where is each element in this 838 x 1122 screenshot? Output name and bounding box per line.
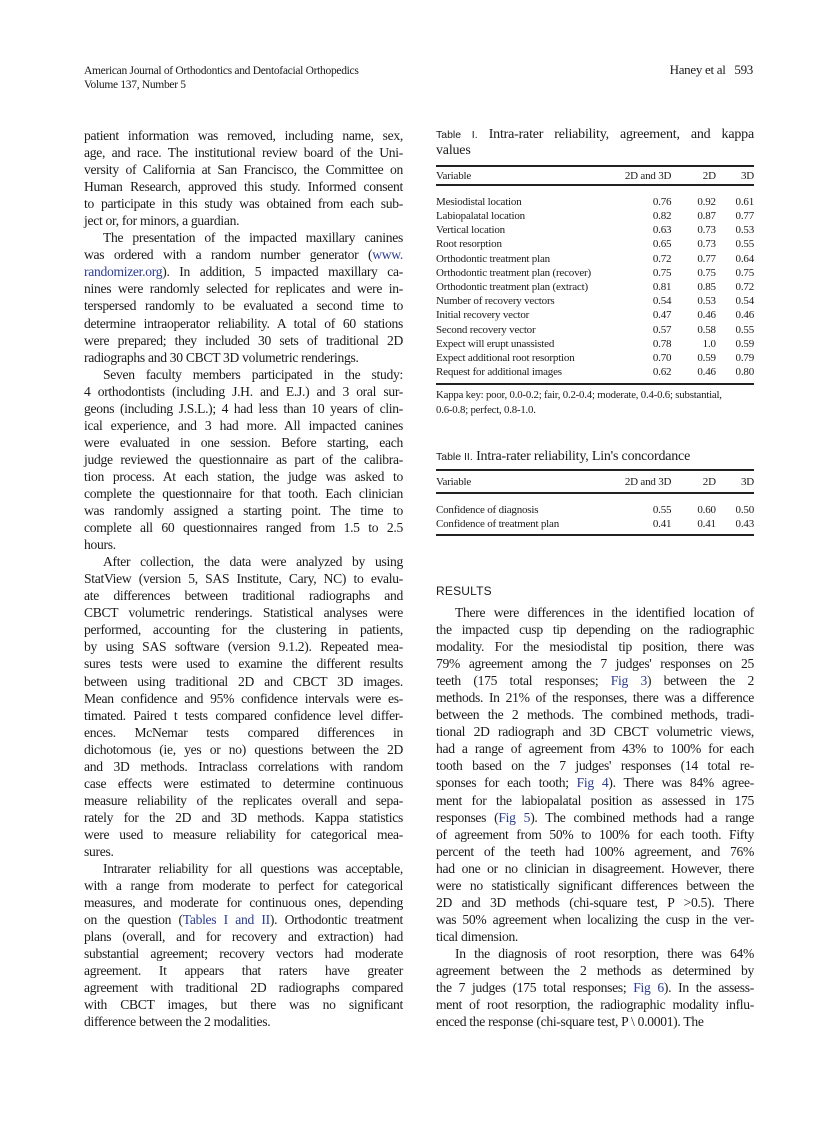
table-cell-value: 0.77 xyxy=(735,210,754,223)
column-header: 2D and 3D xyxy=(614,167,671,185)
table-header-row xyxy=(436,471,754,493)
text-line: agreement. It appears that raters have greater xyxy=(84,963,403,979)
column-header: 2D xyxy=(671,471,716,493)
text-line xyxy=(436,774,754,791)
table-cell-variable: Request for additional images xyxy=(436,366,562,379)
reference-link[interactable]: Fig 6 xyxy=(633,980,664,996)
text-line: with CBCT images, but there was no significant xyxy=(84,997,403,1013)
column-header: 3D xyxy=(716,167,754,185)
text-line: between the 2 methods. The combined methods, tradi- xyxy=(436,707,754,723)
table-row xyxy=(436,517,754,531)
text-line: The presentation of the impacted maxillary canines xyxy=(103,230,403,246)
text-segment: the 7 judges (175 total responses; xyxy=(436,980,634,996)
table-cell-value: 0.46 xyxy=(697,309,716,322)
text-line: the impacted cusp tip depending on the radiographic xyxy=(436,622,754,638)
table-row xyxy=(436,209,754,223)
text-line: difference between the 2 modalities. xyxy=(84,1014,271,1030)
table-row xyxy=(436,185,754,209)
table1-bottom-rule xyxy=(436,383,754,385)
table-cell-value: 0.46 xyxy=(697,366,716,379)
text-line: versity of California at San Francisco, the Committee on xyxy=(84,162,403,178)
text-line: ment of root resorption, the radiographic modality influ- xyxy=(436,997,754,1013)
text-line: ject or, for minors, a guardian. xyxy=(84,213,240,229)
paragraph xyxy=(84,860,403,1030)
running-header xyxy=(84,64,359,92)
paragraph xyxy=(436,604,754,945)
table1 xyxy=(436,167,754,379)
left-column-text xyxy=(84,127,403,1030)
table-header-row xyxy=(436,167,754,185)
table1-caption xyxy=(436,127,754,159)
text-line: rately for the 2D and 3D methods. Kappa statistics xyxy=(84,809,403,825)
text-line: After collection, the data were analyzed by using xyxy=(103,554,403,570)
table-cell-variable: Number of recovery vectors xyxy=(436,295,555,308)
table-cell-variable: Root resorption xyxy=(436,238,502,251)
text-line: performed, accounting for the clustering in patients, xyxy=(84,622,403,638)
table-cell-value: 0.55 xyxy=(735,238,754,251)
table-cell-value: 0.73 xyxy=(697,238,716,251)
table2-bottom-rule xyxy=(436,534,754,536)
table-cell-value: 0.78 xyxy=(652,337,672,350)
table1-title: Intra-rater reliability, agreement, and kappa xyxy=(488,127,754,142)
table-cell-value: 0.47 xyxy=(652,309,672,322)
table-cell-value: 0.76 xyxy=(652,196,672,208)
table-cell-value: 0.53 xyxy=(697,295,716,308)
text-line: In the diagnosis of root resorption, there was 64% xyxy=(455,945,754,961)
text-line: enced the response (chi-square test, P \ 0.0001). The xyxy=(436,1014,704,1030)
text-line: tooth based on the 7 judges' responses (14 total re- xyxy=(436,758,754,774)
text-line: between using traditional 2D and CBCT 3D images. xyxy=(84,673,403,689)
text-line: tion process. At each station, the judge was asked to xyxy=(84,468,403,484)
text-line: nines were randomly selected for replicates and were in- xyxy=(84,281,403,297)
table-cell-variable: Orthodontic treatment plan xyxy=(436,252,550,265)
table-cell-variable: Mesiodistal location xyxy=(436,196,522,208)
text-line: patient information was removed, including name, sex, xyxy=(84,128,403,143)
table-cell-value: 0.58 xyxy=(697,323,716,336)
text-segment: ). The combined methods had a range xyxy=(530,809,754,825)
table-cell-variable: Labiopalatal location xyxy=(436,210,525,223)
text-line: were no statistically significant differences between the xyxy=(436,877,754,893)
text-line: and 3D methods. Intraclass correlations with random xyxy=(84,758,403,774)
table-cell-value: 0.55 xyxy=(735,323,754,336)
table-row xyxy=(436,308,754,322)
text-line xyxy=(84,246,403,263)
table-cell-value: 0.57 xyxy=(652,323,672,336)
text-line: complete the questionnaire for that tooth. Each clinician xyxy=(84,485,403,501)
table-cell-variable: Expect will erupt unassisted xyxy=(436,337,555,350)
text-line: were prepared; they included 30 sets of traditional 2D xyxy=(84,332,403,348)
table-cell-value: 0.55 xyxy=(652,504,672,516)
table-cell-value: 0.72 xyxy=(652,252,672,265)
table-row xyxy=(436,323,754,337)
text-line: with a range from moderate to perfect for categorical xyxy=(84,878,403,894)
table1-key xyxy=(436,388,754,418)
text-line: There were differences in the identified location of xyxy=(455,605,754,620)
text-line: plans (overall, and for recovery and extraction) had xyxy=(84,929,403,945)
table-cell-value: 0.50 xyxy=(735,504,754,516)
table-cell-value: 0.41 xyxy=(697,518,716,531)
table-row xyxy=(436,237,754,251)
table-cell-variable: Confidence of treatment plan xyxy=(436,518,559,531)
table-cell-value: 0.80 xyxy=(735,366,754,379)
table-row xyxy=(436,493,754,517)
table-cell-value: 0.46 xyxy=(735,309,754,322)
table-cell-value: 0.77 xyxy=(697,252,716,265)
table2-caption xyxy=(436,449,754,465)
table-cell-variable: Second recovery vector xyxy=(436,323,536,336)
text-line: to participate in this study was obtained from each sub- xyxy=(84,196,403,212)
paragraph xyxy=(436,945,754,1030)
table-cell-value: 0.81 xyxy=(652,281,672,294)
table-cell-value: 0.75 xyxy=(735,266,754,279)
text-line: radiographs and 30 CBCT 3D volumetric renderings. xyxy=(84,349,359,365)
table-cell-value: 0.72 xyxy=(735,281,754,294)
text-line: was randomly assigned a starting point. The time to xyxy=(84,503,403,519)
text-line: had a range of agreement from 43% to 100% for each xyxy=(436,741,754,757)
table-cell-value: 0.54 xyxy=(735,295,754,308)
table-cell-variable: Orthodontic treatment plan (recover) xyxy=(436,266,591,279)
text-segment: ). There was 84% agree- xyxy=(608,775,754,791)
text-line: terspersed randomly to be evaluated a second time to xyxy=(84,298,403,314)
table1-title-cont: values xyxy=(436,143,471,158)
table-row xyxy=(436,365,754,379)
table-cell-value: 0.59 xyxy=(735,337,754,350)
text-segment: ) between the 2 xyxy=(646,673,754,689)
text-line: case effects were estimated to determine continuous xyxy=(84,775,403,791)
text-line: were used to measure reliability for categorical mea- xyxy=(84,826,403,842)
table-cell-value: 0.43 xyxy=(735,518,754,531)
text-line: ical experience, and 3 had more. All impacted canines xyxy=(84,417,403,433)
table-cell-variable: Expect additional root resorption xyxy=(436,351,575,364)
authors: Haney et al xyxy=(669,62,726,77)
table-cell-value: 0.75 xyxy=(697,266,716,279)
text-line: 2D and 3D methods (chi-square test, P >0.5). There xyxy=(436,894,754,910)
text-line: tional 2D radiograph and 3D CBCT volumetric views, xyxy=(436,724,754,740)
text-line: tical dimension. xyxy=(436,928,519,944)
text-line: percent of the teeth had 100% agreement, and 76% xyxy=(436,843,754,859)
page-number: 593 xyxy=(734,62,753,77)
text-line xyxy=(436,809,754,826)
table-cell-value: 0.53 xyxy=(735,224,754,237)
table-cell-value: 0.75 xyxy=(652,266,672,279)
results-heading: RESULTS xyxy=(436,584,492,598)
text-segment: ). Orthodontic treatment xyxy=(269,912,403,928)
text-segment: ). In addition, 5 impacted maxillary ca- xyxy=(162,264,403,280)
table-row xyxy=(436,337,754,351)
column-header: 2D and 3D xyxy=(614,471,671,493)
table-cell-value: 0.82 xyxy=(652,210,672,223)
reference-link[interactable]: Fig 4 xyxy=(576,775,609,791)
text-line: were evaluated in one session. Before starting, each xyxy=(84,434,403,450)
journal-volume: Volume 137, Number 5 xyxy=(84,79,186,91)
kappa-key-line2: 0.6-0.8; perfect, 0.8-1.0. xyxy=(436,404,536,416)
text-line: StatView (version 5, SAS Institute, Cary, NC) to evalu- xyxy=(84,571,403,587)
text-segment: was ordered with a random number generator ( xyxy=(84,247,373,263)
text-line: measure reliability of the replicates overall and sepa- xyxy=(84,792,403,808)
column-header: 2D xyxy=(671,167,716,185)
column-header: Variable xyxy=(436,167,614,185)
table-row xyxy=(436,294,754,308)
paragraph xyxy=(84,229,403,365)
column-header: Variable xyxy=(436,471,614,493)
reference-link[interactable]: Fig 5 xyxy=(498,809,531,825)
table2-title: Intra-rater reliability, Lin's concordance xyxy=(476,449,691,464)
text-line: had one or no clinician in disagreement. However, there xyxy=(436,860,754,876)
text-line: Seven faculty members participated in the study: xyxy=(103,366,403,382)
text-line: agreement between the 2 methods as determined by xyxy=(436,962,754,978)
table-cell-value: 0.63 xyxy=(652,224,672,237)
text-line: age, and race. The institutional review board of the Uni- xyxy=(84,145,403,161)
table-row xyxy=(436,266,754,280)
text-line: judge reviewed the questionnaire as part of the calibra- xyxy=(84,451,403,467)
text-line: modality. For the mesiodistal tip position, there was xyxy=(436,639,754,655)
table-cell-value: 0.54 xyxy=(652,295,672,308)
text-line: timated. Paired t tests compared confidence level differ- xyxy=(84,707,403,723)
text-segment: teeth (175 total responses; xyxy=(436,673,611,689)
text-line: hours. xyxy=(84,537,116,553)
table-row xyxy=(436,252,754,266)
text-line: Mean confidence and 95% confidence intervals were es- xyxy=(84,690,403,706)
reference-link[interactable]: Tables I and II xyxy=(182,912,270,928)
table-cell-value: 0.92 xyxy=(697,196,716,208)
page-header-right xyxy=(670,63,753,77)
text-segment: on the question ( xyxy=(84,912,183,928)
text-line: determine intraoperator reliability. A total of 60 stations xyxy=(84,315,403,331)
reference-link[interactable]: Fig 3 xyxy=(610,673,647,689)
table-cell-variable: Initial recovery vector xyxy=(436,309,530,322)
table-cell-value: 0.85 xyxy=(697,281,716,294)
text-segment: ). In the assess- xyxy=(663,980,754,996)
text-line: ences. McNemar tests compared differences in xyxy=(84,724,403,740)
table-row xyxy=(436,223,754,237)
table-cell-value: 0.79 xyxy=(735,351,754,364)
paragraph xyxy=(84,553,403,860)
table-cell-value: 0.64 xyxy=(735,252,754,265)
text-line: ate differences between traditional radiographs and xyxy=(84,588,403,604)
table-cell-value: 0.59 xyxy=(697,351,716,364)
table-cell-value: 0.41 xyxy=(652,518,672,531)
table-cell-value: 0.65 xyxy=(652,238,672,251)
table-row xyxy=(436,280,754,294)
text-line: complete all 60 questionnaires ranged from 1.5 to 2.5 xyxy=(84,520,403,536)
table-cell-variable: Orthodontic treatment plan (extract) xyxy=(436,281,588,294)
table-cell-value: 0.62 xyxy=(652,366,672,379)
reference-link[interactable]: randomizer.org xyxy=(84,264,163,280)
results-text xyxy=(436,604,754,1030)
table1-label: Table I. xyxy=(436,129,478,141)
text-line: geons (including J.S.L.); 4 had less than 10 years of clin- xyxy=(84,400,403,416)
text-line: ment for the labiopalatal position as assessed in 175 xyxy=(436,792,754,808)
reference-link[interactable]: www. xyxy=(372,247,403,263)
table-cell-value: 0.70 xyxy=(652,351,672,364)
text-line: 79% agreement among the 7 judges' responses on 25 xyxy=(436,656,754,672)
table-cell-variable: Confidence of diagnosis xyxy=(436,504,539,516)
text-segment: sponses for each tooth; xyxy=(436,775,577,791)
paragraph xyxy=(84,366,403,554)
table-cell-value: 0.60 xyxy=(697,504,716,516)
text-line xyxy=(436,672,754,689)
text-line: agreement with traditional 2D radiographs compared xyxy=(84,980,403,996)
journal-name: American Journal of Orthodontics and Dentofacial Orthopedics xyxy=(84,65,359,77)
column-header: 3D xyxy=(716,471,754,493)
text-line: measures, and moderate for continuous ones, depending xyxy=(84,895,403,911)
table-cell-value: 0.87 xyxy=(697,210,716,223)
text-line xyxy=(436,979,754,996)
text-line: sures tests were used to examine the different results xyxy=(84,656,403,672)
text-line: Intrarater reliability for all questions was acceptable, xyxy=(103,861,403,877)
table2 xyxy=(436,471,754,531)
table-cell-value: 1.0 xyxy=(702,337,716,350)
text-line: was 50% agreement when localizing the cusp in the ver- xyxy=(436,911,754,927)
text-line: by using SAS software (version 9.1.2). Repeated mea- xyxy=(84,639,403,655)
table2-label: Table II. xyxy=(436,451,473,463)
kappa-key-line1: Kappa key: poor, 0.0-0.2; fair, 0.2-0.4; moderate, 0.4-0.6; substantial, xyxy=(436,389,722,401)
text-line: Human Research, approved this study. Informed consent xyxy=(84,179,403,195)
table-cell-value: 0.73 xyxy=(697,224,716,237)
text-line: methods. In 21% of the responses, there was a difference xyxy=(436,690,754,706)
text-line: 4 orthodontists (including J.H. and E.J.) and 3 oral sur- xyxy=(84,383,403,399)
text-line: substantial agreement; recovery vectors had moderate xyxy=(84,946,403,962)
text-line: CBCT volumetric renderings. Statistical analyses were xyxy=(84,605,403,621)
table-cell-value: 0.61 xyxy=(735,196,754,208)
text-line xyxy=(84,263,403,280)
text-line: of agreement from 50% to 100% for each tooth. Fifty xyxy=(436,826,754,842)
text-line: dichotomous (ie, yes or no) questions between the 2D xyxy=(84,741,403,757)
table-row xyxy=(436,351,754,365)
table-cell-variable: Vertical location xyxy=(436,224,505,237)
text-line: sures. xyxy=(84,843,114,859)
text-segment: responses ( xyxy=(436,809,499,825)
paragraph xyxy=(84,127,403,229)
text-line xyxy=(84,911,403,928)
